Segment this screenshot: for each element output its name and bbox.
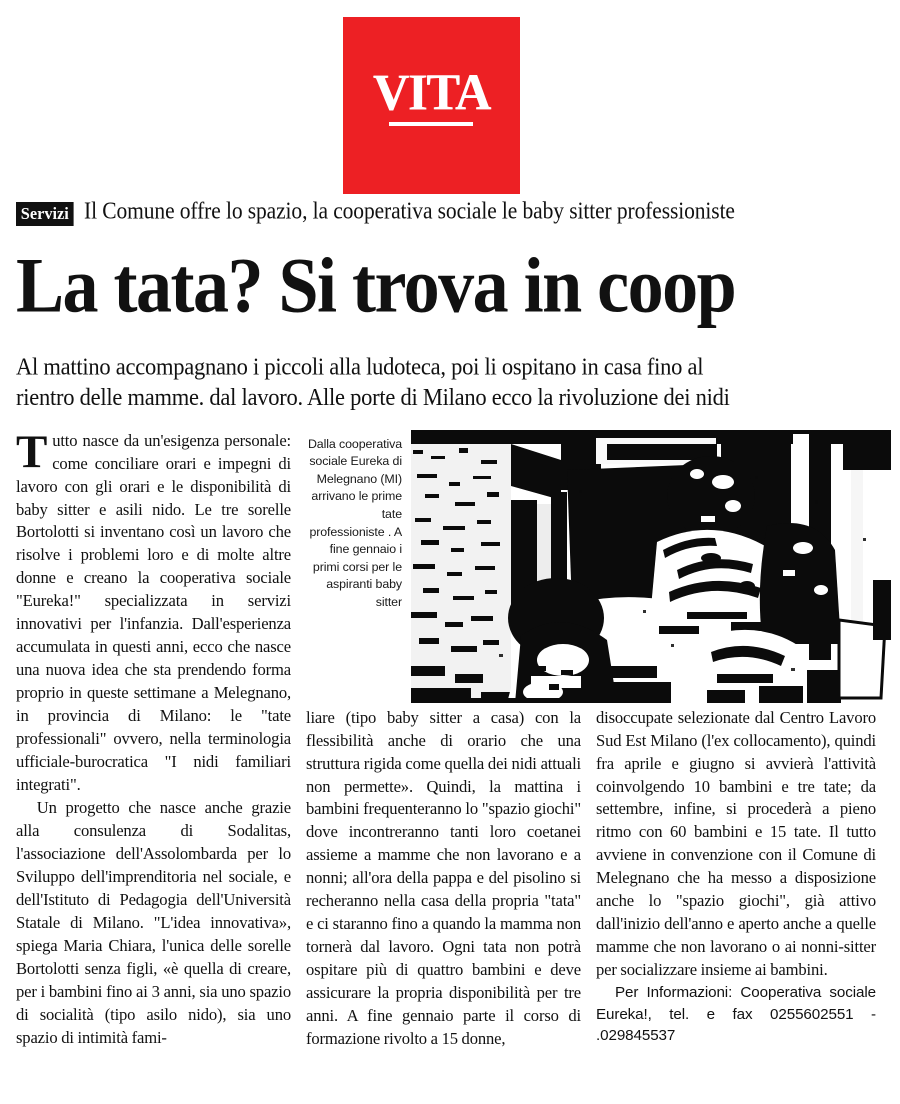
vita-logo — [372, 63, 491, 126]
standfirst-line-1: Al mattino accompagnano i piccoli alla ludoteca, poi li ospitano in casa fino al — [16, 353, 704, 380]
standfirst — [16, 352, 884, 413]
article-column-1 — [16, 425, 291, 1052]
article-photo — [411, 430, 891, 703]
kicker — [16, 197, 884, 230]
masthead — [16, 0, 884, 200]
photo-caption: Dalla cooperativa sociale Eureka di Melegnano (MI) arrivano le prime tate professioniste . A fine gennaio i primi corsi per le aspiranti baby sitter — [307, 436, 402, 610]
page-title: La tata? Si trova in coop — [16, 243, 736, 330]
paragraph-text: utto nasce da un'esigenza personale: come conciliare orari e impegni di lavoro con gli orari e le disponibilità di baby sitter e asili nido. Le tre sorelle Bortolotti si inventano così un lavoro che risolve i problemi loro e di molte altre donne e creano la cooperativa sociale "Eureka!" specializzata in servizi innovativi per l'infanzia. Dall'esperienza accumulata in questi anni, ecco che nasce una nuova idea che sta prendendo forma proprio in queste settimane a Melegnano, in provincia di Milano: le "tate professionali" ovvero, nella terminologia ufficiale-burocratica "I nidi familiari integrati". — [16, 430, 291, 795]
paragraph: liare (tipo baby sitter a casa) con la flessibilità anche di orario che una struttura rigida come quella dei nidi attuali non permette». Quindi, la mattina i bambini frequenteranno lo "spazio giochi" dove incontreranno tanti loro coetanei assieme a mamme che non lavorano e a nonni; all'ora della pappa e del pisolino si recheranno nella casa della propria "tata" e ci staranno fino a quando la mamma non tornerà dal lavoro. Ogni tata non potrà ospitare più di quattro bambini e deve assicurare la propria disponibilità per tre anni. A fine gennaio parte il corso di formazione rivolto a 15 donne, — [306, 707, 581, 1049]
photo-block — [306, 430, 900, 703]
contact-info: Per Informazioni: Cooperativa sociale Eureka!, tel. e fax 0255602551 - .029845537 — [596, 984, 876, 1045]
vita-logo-text: VITA — [372, 63, 491, 122]
paragraph: disoccupate selezionate dal Centro Lavoro Sud Est Milano (l'ex collocamento), quindi fra aprile e giugno si avvierà l'attività coinvolgendo 10 bambini e tre tate; da settembre, infine, si procederà a pieno ritmo con 60 bambini e 15 tate. Il tutto avviene in convenzione con il Comune di Melegnano che ha messo a disposizione anche lo "spazio giochi", già attivo dall'inizio dell'anno e aperto anche a quelle mamme che non lavorano o ai nonni-sitter per socializzare insieme ai bambini. — [596, 707, 876, 980]
section-badge: Servizi — [16, 202, 74, 226]
drop-cap: T — [16, 425, 48, 478]
standfirst-line-2: rientro delle mamme. dal lavoro. Alle porte di Milano ecco la rivoluzione dei nidi — [16, 383, 730, 411]
vita-logo-block — [343, 17, 520, 194]
photo-halftone — [411, 430, 891, 703]
kicker-text: Il Comune offre lo spazio, la cooperativa sociale le baby sitter professioniste — [84, 197, 735, 225]
article-body — [16, 425, 884, 1052]
vita-logo-underline — [389, 122, 473, 126]
paragraph — [16, 425, 291, 798]
paragraph: Un progetto che nasce anche grazie alla consulenza di Sodalitas, l'associazione dell'Assolombarda per lo Sviluppo dell'imprenditoria nel sociale, e dell'Istituto di Pedagogia dell'Università Statale di Milano. "L'idea innovativa», spiega Maria Chiara, l'unica delle sorelle Bortolotti senza figli, «è quella di creare, per i bambini fino ai 3 anni, sia uno spazio di socialità (tipo asilo nido), sia uno spazio di intimità fami- — [16, 798, 291, 1047]
